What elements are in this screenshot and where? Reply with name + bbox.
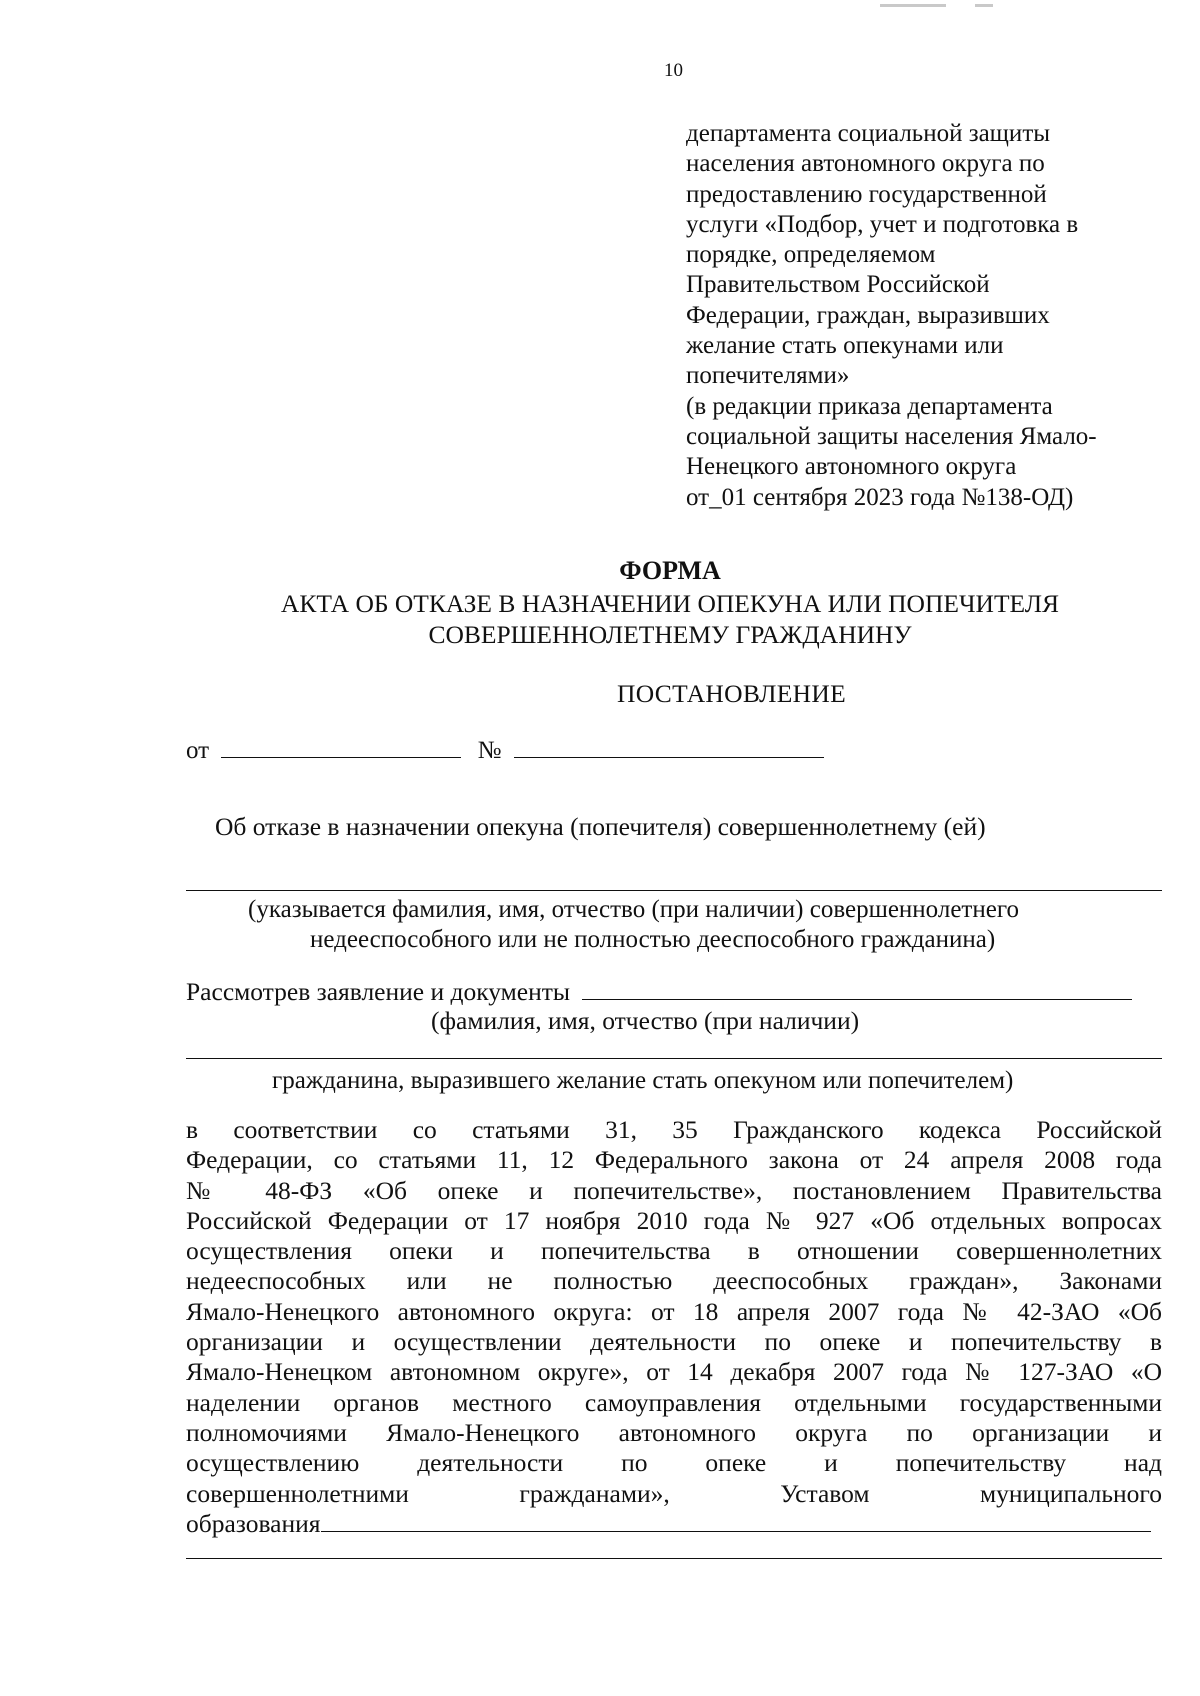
municipality-blank-field [321, 1509, 1151, 1532]
ward-name-hint [248, 895, 1019, 955]
paragraph-line: № 48-ФЗ «Об опеке и попечительстве», постановлением Правительства [186, 1175, 1162, 1205]
header-note-line: предоставлению государственной [686, 180, 1047, 208]
header-note-line: Федерации, граждан, выразивших [686, 301, 1050, 329]
paragraph-line: Ямало-Ненецкого автономного округа: от 18 апреля 2007 года № 42-ЗАО «Об [186, 1296, 1162, 1326]
applicant-blank-field-2 [186, 1058, 1162, 1059]
act-title [0, 588, 1200, 650]
header-note-line: департамента социальной защиты [686, 120, 1051, 147]
municipality-label: образования [186, 1508, 321, 1538]
scan-artifact [880, 4, 946, 7]
header-note-line: попечителями» [686, 362, 850, 390]
number-blank-field [514, 735, 824, 758]
reviewed-line [186, 977, 1132, 1007]
header-note-line: (в редакции приказа департамента [686, 392, 1053, 420]
hint-line: (указывается фамилия, имя, отчество (при наличии) совершеннолетнего [248, 896, 1019, 923]
header-note-line: Правительством Российской [686, 271, 990, 299]
header-note-line: услуги «Подбор, учет и подготовка в [686, 210, 1079, 238]
header-note-line: порядке, определяемом [686, 241, 936, 269]
act-title-line: АКТА ОБ ОТКАЗЕ В НАЗНАЧЕНИИ ОПЕКУНА ИЛИ ПОПЕЧИТЕЛЯ [280, 589, 1060, 618]
paragraph-line: Ямало-Ненецком автономном округе», от 14 декабря 2007 года № 127-ЗАО «О [186, 1357, 1162, 1387]
paragraph-line: в соответствии со статьями 31, 35 Гражданского кодекса Российской [186, 1115, 1162, 1144]
page-number: 10 [664, 60, 683, 81]
date-number-line [186, 735, 824, 765]
paragraph-line: организации и осуществлении деятельности по опеке и попечительству в [186, 1327, 1162, 1357]
act-title-line: СОВЕРШЕННОЛЕТНЕМУ ГРАЖДАНИНУ [428, 620, 912, 649]
date-label: от [186, 737, 210, 764]
header-note [686, 119, 1186, 513]
paragraph-line: совершеннолетними гражданами», Уставом муниципального [186, 1478, 1162, 1508]
scan-artifact [975, 4, 993, 7]
paragraph-line: недееспособных или не полностью дееспособных граждан», Законами [186, 1266, 1162, 1296]
form-title: ФОРМА [619, 556, 721, 585]
paragraph-line: Российской Федерации от 17 ноября 2010 года № 927 «Об отдельных вопросах [186, 1205, 1162, 1235]
header-note-line: социальной защиты населения Ямало- [686, 422, 1097, 450]
ward-name-blank-field [186, 890, 1162, 891]
header-note-line: населения автономного округа по [686, 150, 1045, 178]
header-note-line: от_01 сентября 2023 года №138-ОД) [686, 483, 1074, 511]
paragraph-line: наделении органов местного самоуправления отдельными государственными [186, 1387, 1162, 1417]
number-label: № [477, 737, 502, 764]
applicant-blank-field [582, 977, 1132, 1000]
paragraph-line: полномочиями Ямало-Ненецкого автономного округа по организации и [186, 1417, 1162, 1447]
date-blank-field [221, 735, 461, 758]
header-note-line: Ненецкого автономного округа [686, 453, 1017, 481]
legal-basis-paragraph [186, 1115, 1162, 1539]
hint-line: недееспособного или не полностью дееспособного гражданина) [310, 926, 996, 953]
paragraph-line: Федерации, со статьями 11, 12 Федерального закона от 24 апреля 2008 года [186, 1145, 1162, 1175]
reviewed-label: Рассмотрев заявление и документы [186, 977, 571, 1006]
applicant-hint-2: гражданина, выразившего желание стать опекуном или попечителем) [272, 1067, 1014, 1094]
applicant-hint: (фамилия, имя, отчество (при наличии) [431, 1006, 860, 1035]
municipality-blank-field-2 [186, 1558, 1162, 1559]
paragraph-line: осуществления опеки и попечительства в отношении совершеннолетних [186, 1236, 1162, 1266]
decree-subject: Об отказе в назначении опекуна (попечителя) совершеннолетнему (ей) [215, 812, 986, 841]
paragraph-line [186, 1509, 1162, 1539]
paragraph-line: осуществлению деятельности по опеке и попечительству над [186, 1448, 1162, 1478]
header-note-line: желание стать опекунами или [686, 332, 1004, 360]
decree-title: ПОСТАНОВЛЕНИЕ [617, 679, 846, 708]
